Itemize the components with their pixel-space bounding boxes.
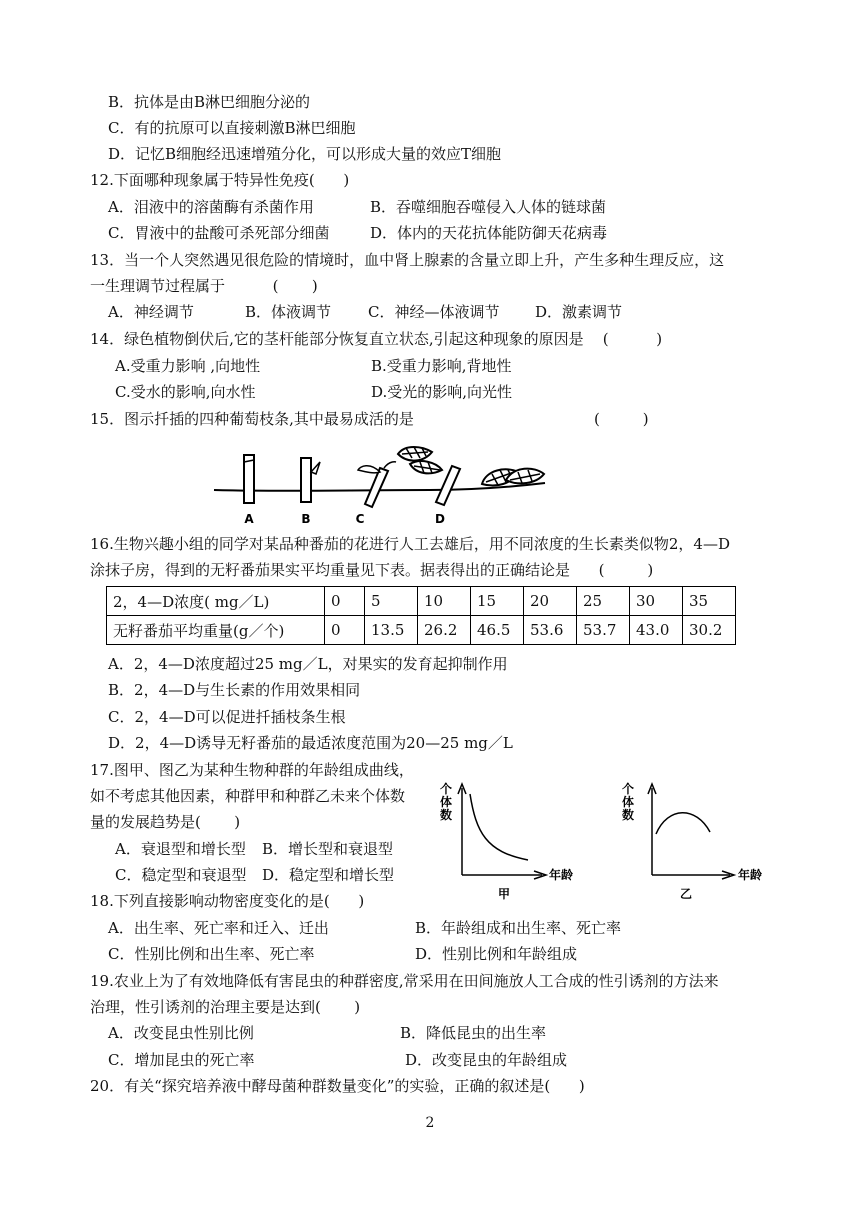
table-cell: 0	[325, 616, 365, 645]
curve-jia	[470, 794, 528, 860]
q12-option-a: A．泪液中的溶菌酶有杀菌作用	[108, 198, 314, 216]
q13-stem-line1: 13．当一个人突然遇见很危险的情境时，血中肾上腺素的含量立即上升，产生多种生理反应，这	[90, 251, 725, 269]
table-row	[107, 587, 736, 616]
q18-options-row2	[108, 944, 808, 964]
q20-stem: 20．有关“探究培养液中酵母菌种群数量变化”的实验，正确的叙述是( )	[90, 1077, 585, 1095]
q14-option-b: B.受重力影响,背地性	[371, 357, 512, 375]
q14-options-row1	[115, 356, 815, 376]
leaf-cluster	[482, 469, 544, 486]
q16-stem-line2: 涂抹子房，得到的无籽番茄果实平均重量见下表。据表得出的正确结论是 ( )	[90, 561, 654, 579]
q19-options-row2	[108, 1050, 808, 1070]
q17-stem-line1: 17.图甲、图乙为某种生物种群的年龄组成曲线，	[90, 761, 414, 779]
q13-option-d: D．激素调节	[535, 303, 623, 321]
q11-option-d: D．记忆B细胞经迅速增殖分化，可以形成大量的效应T细胞	[108, 145, 502, 163]
chart-title-jia: 甲	[498, 887, 511, 901]
y-axis-label-yi-1: 个	[622, 782, 635, 796]
q13-option-a: A．神经调节	[108, 303, 194, 321]
q12-options-row2	[108, 223, 808, 243]
q12-option-c: C．胃液中的盐酸可杀死部分细菌	[108, 224, 330, 242]
q18-option-d: D．性别比例和年龄组成	[415, 945, 578, 963]
curve-yi	[656, 813, 710, 834]
q16-option-a: A．2，4—D浓度超过25 mg／L，对果实的发育起抑制作用	[108, 655, 508, 673]
q18-options-row1	[108, 918, 808, 938]
table-cell: 30.2	[683, 616, 736, 645]
q17-option-d: D．稳定型和增长型	[262, 866, 395, 884]
table-cell: 10	[418, 587, 471, 616]
y-axis-label-jia-1: 个	[440, 782, 453, 796]
chart-title-yi: 乙	[680, 887, 693, 901]
q13-options-row	[108, 302, 808, 322]
table-cell: 5	[365, 587, 418, 616]
q12-option-d: D．体内的天花抗体能防御天花病毒	[370, 224, 608, 242]
x-axis-label-jia: 年龄	[549, 868, 574, 882]
q17-option-a: A．衰退型和增长型	[115, 840, 246, 858]
table-row	[107, 616, 736, 645]
age-structure-chart-jia	[420, 772, 590, 902]
table-cell: 46.5	[471, 616, 524, 645]
y-axis-label-yi-3: 数	[622, 808, 635, 822]
x-axis-label-yi: 年龄	[738, 868, 763, 882]
grape-cuttings-figure	[200, 440, 560, 526]
q19-option-d: D．改变昆虫的年龄组成	[405, 1051, 568, 1069]
concentration-weight-table	[106, 586, 736, 645]
q18-option-a: A．出生率、死亡率和迁入、迁出	[108, 919, 329, 937]
row-header-concentration: 2，4—D浓度( mg／L)	[107, 587, 325, 616]
q19-stem-line1: 19.农业上为了有效地降低有害昆虫的种群密度,常采用在田间施放人工合成的性引诱剂的方法来	[90, 972, 719, 990]
q16-option-d: D．2，4—D诱导无籽番茄的最适浓度范围为20—25 mg／L	[108, 734, 513, 752]
q12-stem: 12.下面哪种现象属于特异性免疫( )	[90, 171, 350, 189]
cutting-d	[398, 447, 460, 505]
figure-label-a: A	[244, 512, 254, 526]
q19-option-a: A．改变昆虫性别比例	[108, 1024, 254, 1042]
table-cell: 13.5	[365, 616, 418, 645]
figure-label-d: D	[435, 512, 445, 526]
q14-stem: 14．绿色植物倒伏后,它的茎杆能部分恢复直立状态,引起这种现象的原因是 ( )	[90, 330, 663, 348]
y-axis-label-yi-2: 体	[622, 795, 635, 809]
q17-stem-line2: 如不考虑其他因素，种群甲和种群乙未来个体数	[90, 787, 406, 805]
q17-option-b: B．增长型和衰退型	[262, 840, 394, 858]
page-number: 2	[425, 1115, 435, 1131]
cutting-a	[244, 455, 254, 503]
table-cell: 15	[471, 587, 524, 616]
q12-options-row1	[108, 197, 808, 217]
figure-label-c: C	[355, 512, 365, 526]
q13-stem-line2: 一生理调节过程属于 ( )	[90, 277, 318, 295]
q19-option-b: B．降低昆虫的出生率	[400, 1024, 547, 1042]
q15-stem: 15．图示扦插的四种葡萄枝条,其中最易成活的是	[90, 410, 414, 428]
y-axis-label-jia-3: 数	[440, 808, 453, 822]
figure-label-b: B	[301, 512, 311, 526]
q17-options-row1	[115, 839, 435, 859]
table-cell: 53.7	[577, 616, 630, 645]
q14-option-a: A.受重力影响 ,向地性	[115, 357, 261, 375]
q14-options-row2	[115, 382, 815, 402]
q18-stem: 18.下列直接影响动物密度变化的是( )	[90, 892, 365, 910]
q19-options-row1	[108, 1023, 808, 1043]
q14-option-c: C.受水的影响,向水性	[115, 383, 256, 401]
q17-options-row2	[115, 865, 435, 885]
table-cell: 0	[325, 587, 365, 616]
q12-option-b: B．吞噬细胞吞噬侵入人体的链球菌	[370, 198, 607, 216]
row-header-weight: 无籽番茄平均重量(g／个)	[107, 616, 325, 645]
table-cell: 43.0	[630, 616, 683, 645]
table-cell: 25	[577, 587, 630, 616]
q14-option-d: D.受光的影响,向光性	[371, 383, 513, 401]
q17-option-c: C．稳定型和衰退型	[115, 866, 247, 884]
q18-option-b: B．年龄组成和出生率、死亡率	[415, 919, 622, 937]
q18-option-c: C．性别比例和出生率、死亡率	[108, 945, 315, 963]
q15-answer-bracket: ( )	[594, 410, 649, 428]
q19-option-c: C．增加昆虫的死亡率	[108, 1051, 255, 1069]
q13-option-c: C．神经—体液调节	[368, 303, 500, 321]
q16-stem-line1: 16.生物兴趣小组的同学对某品种番茄的花进行人工去雄后，用不同浓度的生长素类似物2，4—D	[90, 535, 730, 553]
q11-option-b: B．抗体是由B淋巴细胞分泌的	[108, 93, 311, 111]
q19-stem-line2: 治理，性引诱剂的治理主要是达到( )	[90, 998, 361, 1016]
q13-option-b: B．体液调节	[245, 303, 332, 321]
q16-option-c: C．2，4—D可以促进扦插枝条生根	[108, 708, 346, 726]
age-structure-chart-yi	[610, 772, 780, 902]
q16-option-b: B．2，4—D与生长素的作用效果相同	[108, 681, 361, 699]
table-cell: 35	[683, 587, 736, 616]
q11-option-c: C．有的抗原可以直接刺激B淋巴细胞	[108, 119, 356, 137]
cutting-c	[358, 462, 396, 507]
table-cell: 26.2	[418, 616, 471, 645]
table-cell: 30	[630, 587, 683, 616]
q17-stem-line3: 量的发展趋势是( )	[90, 813, 241, 831]
table-cell: 20	[524, 587, 577, 616]
y-axis-label-jia-2: 体	[440, 795, 453, 809]
cutting-b	[301, 458, 320, 502]
table-cell: 53.6	[524, 616, 577, 645]
